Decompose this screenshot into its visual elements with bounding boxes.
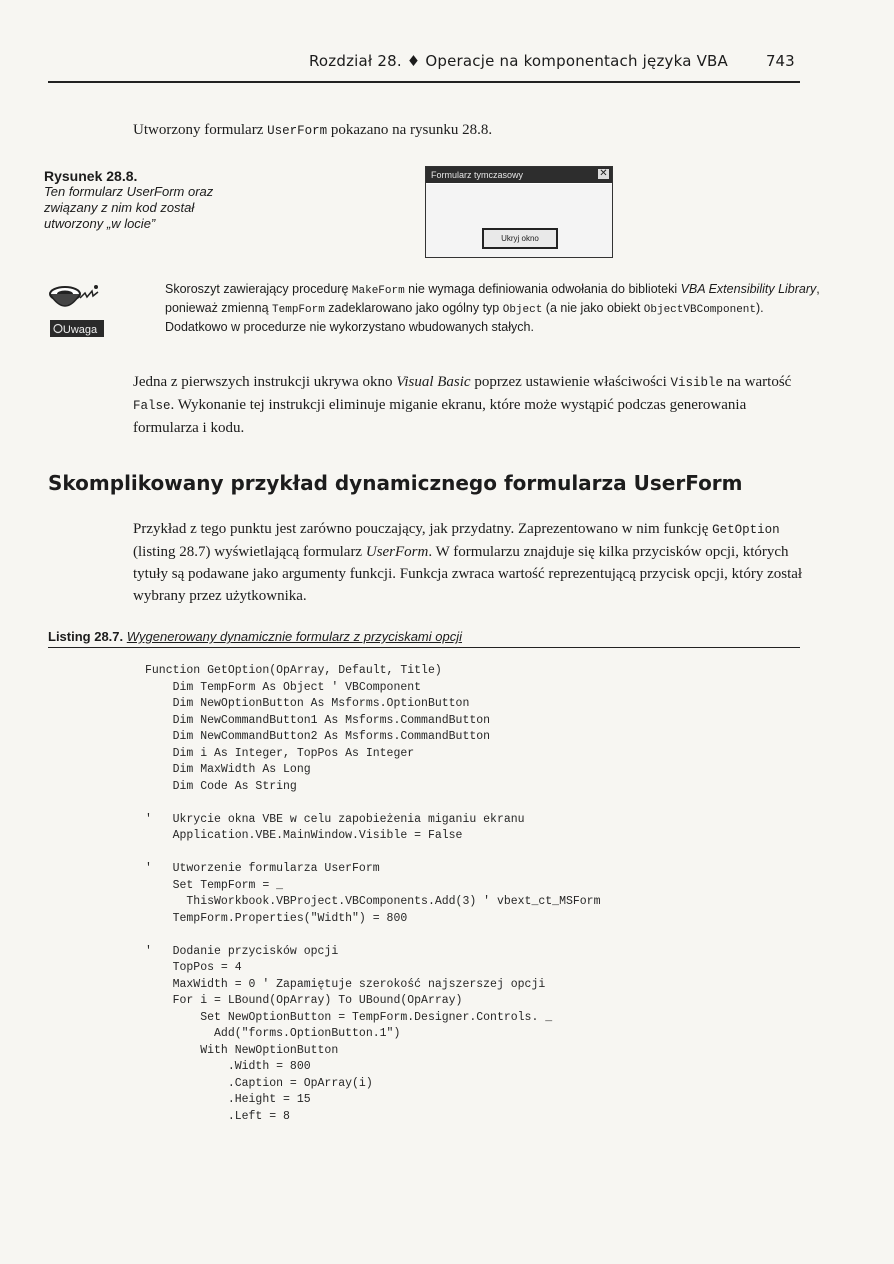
code-line: Dim MaxWidth As Long: [145, 763, 311, 776]
code-line: Dim NewOptionButton As Msforms.OptionButton: [145, 697, 470, 710]
page-number: 743: [766, 52, 795, 70]
para2-text-1: Przykład z tego punktu jest zarówno pouczający, jak przydatny. Zaprezentowano w nim funkcję: [133, 521, 713, 537]
code-line: ThisWorkbook.VBProject.VBComponents.Add(3) ' vbext_ct_MSForm: [145, 895, 601, 908]
code-line: [145, 927, 600, 944]
code-line: .Left = 8: [145, 1109, 290, 1123]
note-text-6: ). Dodatkowo w procedurze nie wykorzystano wbudowanych stałych.: [165, 301, 764, 334]
code-line: TempForm.Properties("Width") = 800: [145, 911, 408, 925]
note-code-makeform: MakeForm: [351, 285, 405, 297]
code-line: MaxWidth = 0 ' Zapamiętuje szerokość najszerszej opcji: [145, 977, 546, 991]
note-text-3: , ponieważ zmienną: [165, 282, 820, 315]
note-text-5: (a nie jako obiekt: [542, 301, 644, 315]
listing-caption: [48, 629, 462, 644]
code-line: Application.VBE.MainWindow.Visible = False: [145, 829, 463, 842]
running-header: Rozdział 28. ♦ Operacje na komponentach języka VBA: [308, 52, 728, 70]
code-listing: [145, 663, 600, 1125]
note-code-tempform: TempForm: [272, 304, 325, 316]
code-line: Set NewOptionButton = TempForm.Designer.Controls. _: [145, 1010, 553, 1024]
code-line: ' Utworzenie formularza UserForm: [145, 862, 380, 875]
para1-italic-vb: Visual Basic: [396, 374, 471, 390]
close-icon: ✕: [599, 168, 608, 179]
code-line: For i = LBound(OpArray) To UBound(OpArray): [145, 994, 463, 1007]
note-icon: [48, 280, 106, 338]
note-code-object: Object: [502, 304, 543, 316]
code-line: .Width = 800: [145, 1060, 311, 1073]
figure-caption: [44, 168, 244, 232]
paragraph-visible: [133, 371, 805, 439]
listing-title: Wygenerowany dynamicznie formularz z przyciskami opcji: [126, 629, 462, 644]
code-line: Dim TempForm As Object ' VBComponent: [145, 680, 422, 694]
code-line: ' Ukrycie okna VBE w celu zapobieżenia miganiu ekranu: [145, 812, 525, 826]
code-line: Dim NewCommandButton2 As Msforms.CommandButton: [145, 730, 491, 743]
code-line: Dim NewCommandButton1 As Msforms.CommandButton: [145, 713, 491, 727]
listing-rule: [48, 647, 800, 648]
section-heading: Skomplikowany przykład dynamicznego formularza UserForm: [48, 471, 743, 495]
para1-code-false: False: [133, 399, 171, 413]
para2-text-3: . W formularzu znajduje się kilka przycisków opcji, których tytuły są podawane jako argumenty funkcji. Funkcja zwraca wartość reprezentującą przycisk opcji, który został wybrany przez użytkownika.: [133, 544, 803, 604]
hide-window-button: Ukryj okno: [482, 228, 558, 249]
intro-text-b: pokazano na rysunku 28.8.: [327, 122, 493, 138]
para1-text-3: na wartość: [723, 374, 792, 390]
listing-label: Listing 28.7.: [48, 629, 124, 644]
para1-code-visible: Visible: [670, 376, 724, 390]
dialog-titlebar: [426, 167, 612, 183]
code-line: [145, 845, 600, 862]
code-line: Dim i As Integer, TopPos As Integer: [145, 746, 415, 760]
para1-text-1: Jedna z pierwszych instrukcji ukrywa okno: [133, 374, 397, 390]
userform-dialog-figure: [425, 166, 613, 258]
para1-text-2: poprzez ustawienie właściwości: [470, 374, 671, 390]
code-line: ' Dodanie przycisków opcji: [145, 944, 339, 958]
code-line: Function GetOption(OpArray, Default, Title): [145, 664, 442, 677]
header-rule: [48, 81, 800, 83]
note-text: [165, 281, 825, 336]
note-code-objectvbcomponent: ObjectVBComponent: [643, 304, 756, 316]
figure-label: Rysunek 28.8.: [44, 168, 138, 184]
paragraph-getoption: [133, 518, 805, 607]
note-text-1: Skoroszyt zawierający procedurę: [165, 282, 352, 296]
dialog-body: [426, 184, 612, 257]
code-line: Set TempForm = _: [145, 878, 284, 892]
para2-code-getoption: GetOption: [712, 523, 780, 537]
code-line: TopPos = 4: [145, 961, 242, 974]
para2-italic-userform: UserForm: [365, 544, 429, 560]
para2-text-2: (listing 28.7) wyświetlającą formularz: [133, 544, 366, 560]
note-text-4: zadeklarowano jako ogólny typ: [324, 301, 503, 315]
code-line: .Height = 15: [145, 1093, 311, 1106]
note-text-2: nie wymaga definiowania odwołania do biblioteki: [404, 282, 681, 296]
intro-paragraph: [133, 119, 492, 142]
note-italic-library: VBA Extensibility Library: [680, 282, 817, 296]
intro-text-a: Utworzony formularz: [133, 122, 268, 138]
intro-code: UserForm: [267, 124, 328, 138]
code-line: Add("forms.OptionButton.1"): [145, 1027, 401, 1040]
code-line: [145, 795, 600, 812]
para1-text-4: . Wykonanie tej instrukcji eliminuje miganie ekranu, które może wystąpić podczas generowania formularza i kodu.: [133, 397, 747, 436]
figure-caption-text: Ten formularz UserForm oraz związany z nim kod został utworzony „w locie”: [44, 184, 214, 231]
note-icon-label: Uwaga: [62, 324, 98, 336]
code-line: With NewOptionButton: [145, 1043, 339, 1057]
code-line: .Caption = OpArray(i): [145, 1076, 373, 1090]
code-line: Dim Code As String: [145, 779, 297, 793]
dialog-title: Formularz tymczasowy: [431, 170, 524, 180]
